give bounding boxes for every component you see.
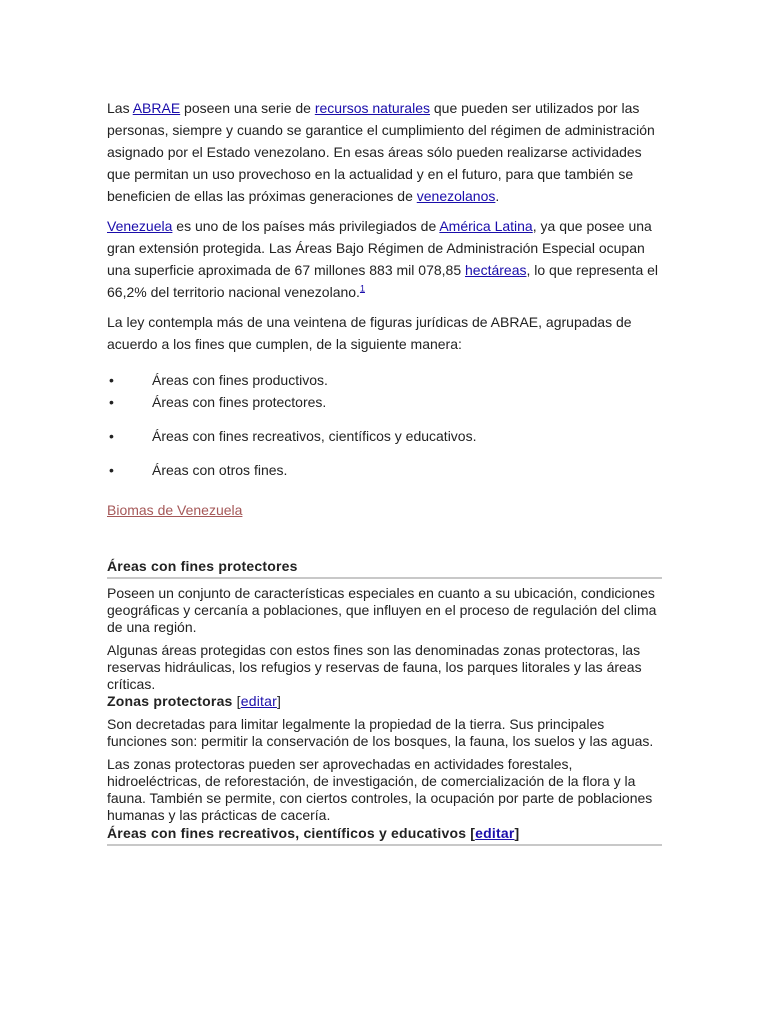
list-item-text: Áreas con otros fines. <box>152 462 288 478</box>
abrae-categories-list <box>107 369 662 481</box>
edit-link[interactable]: editar <box>240 693 277 709</box>
text: . <box>495 188 500 204</box>
section-heading-fines-recreativos <box>107 824 662 846</box>
edit-bracket-close: ] <box>276 693 282 709</box>
bullet-icon: • <box>109 462 114 478</box>
text: Las <box>107 100 133 116</box>
intro-paragraph-1 <box>107 97 662 207</box>
article-content <box>107 97 662 846</box>
bullet-icon: • <box>109 394 114 410</box>
link-america-latina[interactable]: América Latina <box>439 218 533 234</box>
subsection-title: Zonas protectoras <box>107 693 233 709</box>
intro-paragraph-2 <box>107 215 662 303</box>
link-venezuela[interactable]: Venezuela <box>107 218 173 234</box>
list-item-text: Áreas con fines protectores. <box>152 394 327 410</box>
link-abrae[interactable]: ABRAE <box>132 100 181 116</box>
bullet-icon: • <box>109 428 114 444</box>
section-heading-fines-protectores: Áreas con fines protectores <box>107 557 662 579</box>
text: es uno de los países más privilegiados de <box>172 218 440 234</box>
list-item <box>107 369 662 391</box>
list-item-text: Áreas con fines recreativos, científicos y educativos. <box>152 428 477 444</box>
link-hectareas[interactable]: hectáreas <box>465 262 527 278</box>
link-biomas-de-venezuela[interactable]: Biomas de Venezuela <box>107 502 243 518</box>
list-spacer <box>107 413 662 425</box>
link-venezolanos[interactable]: venezolanos <box>416 188 496 204</box>
bullet-icon: • <box>109 372 114 388</box>
list-item-text: Áreas con fines productivos. <box>152 372 328 388</box>
section1-paragraph-2: Algunas áreas protegidas con estos fines son las denominadas zonas protectoras, las reservas hidráulicas, los refugios y reservas de fauna, los parques litorales y las áreas críticas. <box>107 642 642 692</box>
list-item <box>107 425 662 447</box>
list-item <box>107 391 662 413</box>
link-recursos-naturales[interactable]: recursos naturales <box>314 100 430 116</box>
subsection-paragraph-2: Las zonas protectoras pueden ser aprovechadas en actividades forestales, hidroeléctricas, de reforestación, de investigación, de comercialización de la flora y la fauna. También se permite, con ciertos controles, la ocupación por parte de poblaciones humanas y las prácticas de cacería. <box>107 756 653 823</box>
text: , ya que posee una gran extensión protegida. Las Áreas Bajo Régimen de Administración Especial ocupan una superficie aproximada de 67 millones 883 mil 078,85 <box>107 218 652 278</box>
edit-bracket-open: [ <box>232 693 241 709</box>
subsection-paragraph-1: Son decretadas para limitar legalmente la propiedad de la tierra. Sus principales funciones son: permitir la conservación de los bosques, la fauna, los suelos y las aguas. <box>107 716 654 749</box>
text: poseen una serie de <box>180 100 315 116</box>
reference-link-1[interactable]: 1 <box>359 283 365 294</box>
list-spacer <box>107 447 662 459</box>
section1-paragraph-1: Poseen un conjunto de características especiales en cuanto a su ubicación, condiciones geográficas y cercanía a poblaciones, que influyen en el proceso de regulación del clima de una región. <box>107 585 657 635</box>
edit-bracket-open: [ <box>466 825 476 841</box>
list-item <box>107 459 662 481</box>
edit-link[interactable]: editar <box>475 825 515 841</box>
biomas-section <box>107 499 662 521</box>
intro-paragraph-3: La ley contempla más de una veintena de figuras jurídicas de ABRAE, agrupadas de acuerdo a los fines que cumplen, de la siguiente manera: <box>107 314 632 352</box>
subsection-heading-zonas-protectoras <box>107 693 662 710</box>
text: , lo que representa el 66,2% del territorio nacional venezolano. <box>107 262 659 300</box>
edit-bracket-close: ] <box>514 825 520 841</box>
section-title: Áreas con fines recreativos, científicos y educativos <box>107 825 467 841</box>
text: que pueden ser utilizados por las personas, siempre y cuando se garantice el cumplimiento del régimen de administración asignado por el Estado venezolano. En esas áreas sólo pueden realizarse actividades que permitan un uso provechoso en la actualidad y en el futuro, para que también se beneficien de ellas las próximas generaciones de <box>107 100 655 204</box>
